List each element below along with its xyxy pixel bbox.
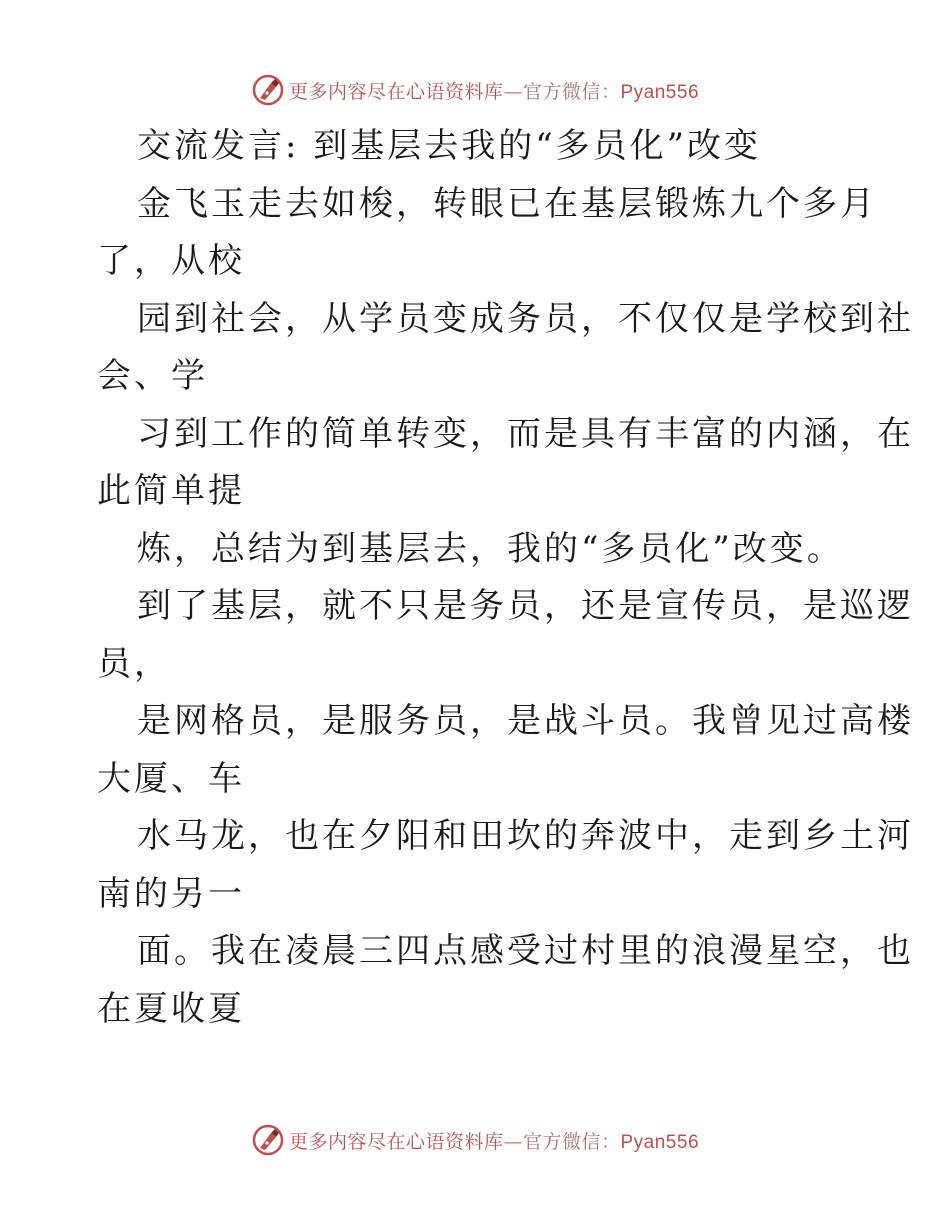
- pen-nib-logo-icon: [251, 1123, 285, 1157]
- paragraph-line: 炼，总结为到基层去，我的“多员化”改变。: [137, 528, 844, 569]
- paragraph-line: 水马龙，也在夕阳和田坎的奔波中，走到乡土河: [137, 816, 914, 856]
- watermark-wechat-id: Pyan556: [620, 1131, 700, 1153]
- paragraph-line: 大厦、车: [97, 758, 245, 799]
- document-title: 交流发言: 到基层去我的“多员化”改变: [137, 126, 762, 166]
- paragraph-line: 会、学: [97, 356, 208, 396]
- paragraph-line: 金飞玉走去如梭，转眼已在基层锻炼九个多月: [137, 183, 877, 224]
- watermark-brand: 更多内容尽在心语资料库: [288, 80, 504, 103]
- paragraph-line: 南的另一: [97, 873, 245, 914]
- document-body: [97, 118, 914, 1038]
- header-watermark: [0, 70, 950, 110]
- watermark-wechat-id: Pyan556: [620, 81, 700, 103]
- watermark-wechat-label: 官方微信：: [522, 80, 621, 103]
- footer-watermark: [0, 1120, 950, 1160]
- paragraph-line: 习到工作的简单转变，而是具有丰富的内涵，在: [137, 413, 914, 454]
- watermark-text: [289, 77, 699, 104]
- paragraph-line: 园到社会，从学员变成务员，不仅仅是学校到社: [137, 298, 914, 339]
- watermark-brand: 更多内容尽在心语资料库: [288, 1130, 504, 1153]
- paragraph-line: 到了基层，就不只是务员，还是宣传员，是巡逻: [137, 586, 914, 626]
- pen-nib-logo-icon: [251, 73, 285, 107]
- watermark-wechat-label: 官方微信：: [522, 1130, 621, 1153]
- watermark-text: [289, 1127, 699, 1154]
- paragraph-line: 在夏收夏: [97, 988, 245, 1029]
- watermark-dash: —: [503, 1130, 523, 1153]
- paragraph-line: 面。我在凌晨三四点感受过村里的浪漫星空，也: [137, 931, 914, 971]
- watermark-dash: —: [503, 80, 523, 103]
- paragraph-line: 员，: [97, 643, 171, 684]
- paragraph-line: 是网格员，是服务员，是战斗员。我曾见过高楼: [137, 701, 914, 741]
- paragraph-line: 此简单提: [97, 471, 245, 511]
- paragraph-line: 了，从校: [97, 241, 245, 281]
